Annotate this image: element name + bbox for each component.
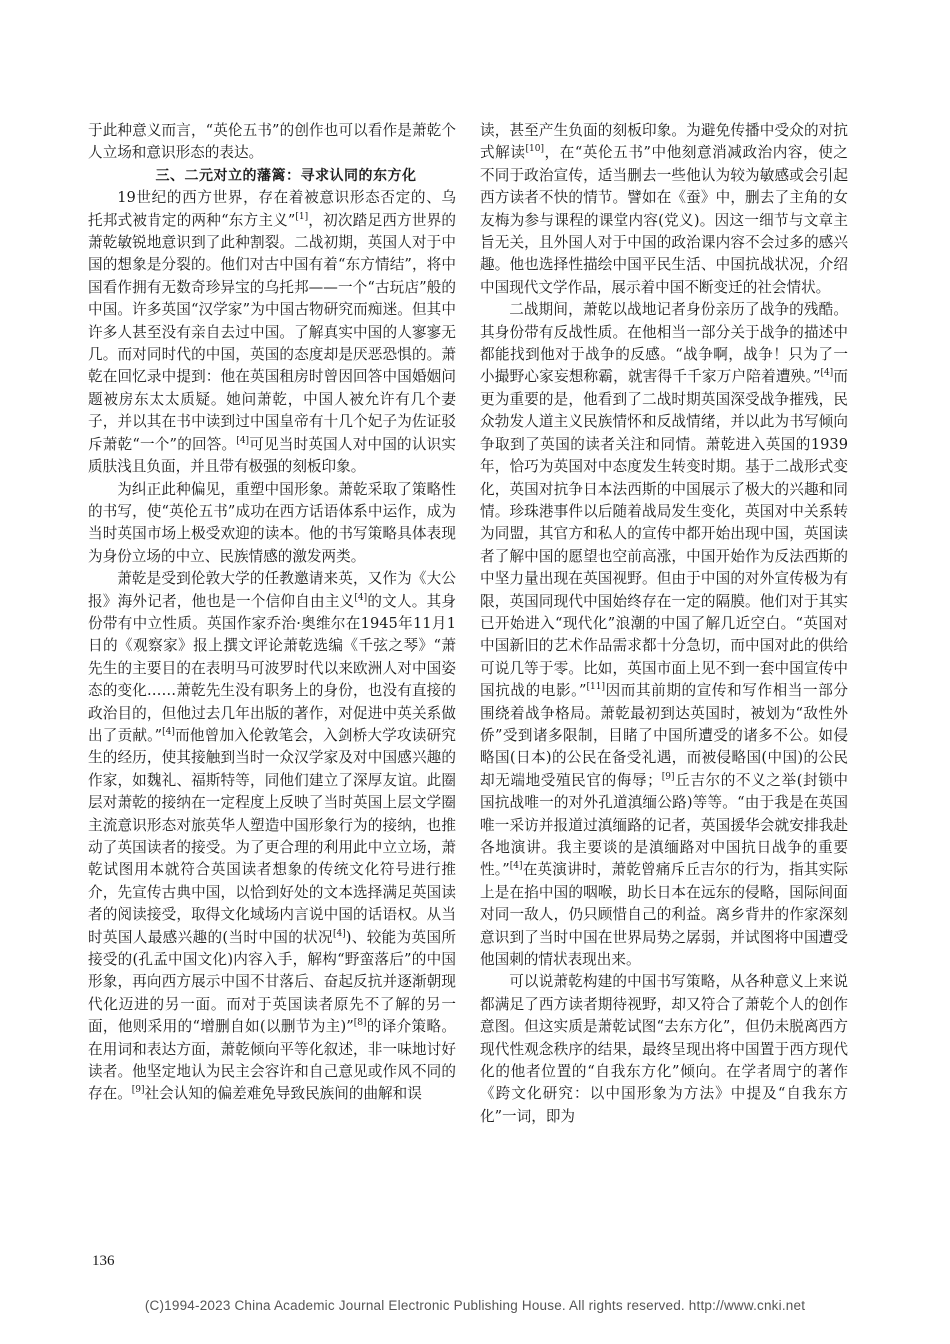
page-number: 136 — [92, 1253, 115, 1269]
paragraph: 为纠正此种偏见，重塑中国形象。萧乾采取了策略性的书写，使“英伦五书”成功在西方话语体系中运作，成为当时英国市场上极受欢迎的读本。他的书写策略具体表现为身份立场的中立、民族情感的激发两类。 — [88, 480, 456, 565]
paragraph: 可以说萧乾构建的中国书写策略，从各种意义上来说都满足了西方读者期待视野，却又符合了萧乾个人的创作意图。但这实质是萧乾试图“去东方化”，但仍未脱离西方现代性观念秩序的结果，最终呈现出将中国置于西方现代化的他者位置的“自我东方化”倾向。在学者周宁的著作《跨文化研究：以中国形象为方法》中提及“自我东方化”一词，即为 — [480, 973, 848, 1125]
citation: [4] — [354, 592, 368, 603]
paragraph: 于此种意义而言，“英伦五书”的创作也可以看作是萧乾个人立场和意识形态的表达。 — [88, 122, 456, 162]
citation: [9] — [661, 771, 675, 782]
copyright-footer: (C)1994-2023 China Academic Journal Electronic Publishing House. All rights reserved. http://www.cnki.net — [144, 1298, 806, 1313]
paragraph: 二战期间，萧乾以战地记者身份亲历了战争的残酷。其身份带有反战性质。在他相当一部分关于战争的描述中都能找到他对于战争的反感。“战争啊，战争！只为了一小撮野心家妄想称霸，就害得千千家万户陪着遭殃。”[4]而更为重要的是，他看到了二战时期英国深受战争摧残，民众勃发人道主义民族情怀和反战情绪，并以此为书写倾向争取到了英国的读者关注和同情。萧乾进入英国的1939年，恰巧为英国对中态度发生转变时期。基于二战形式变化，英国对抗争日本法西斯的中国展示了极大的兴趣和同情。珍珠港事件以后随着战局发生变化，英国对中关系转为同盟，其官方和私人的宣传中都开始出现中国，英国读者了解中国的愿望也空前高涨，中国开始作为反法西斯的中坚力量出现在英国视野。但由于中国的对外宣传极为有限，英国同现代中国始终存在一定的隔膜。他们对于其实已开始进入“现代化”浪潮的中国了解几近空白。“英国对中国新旧的艺术作品需求都十分急切，而中国对此的供给可说几等于零。比如，英国市面上见不到一套中国宣传中国抗战的电影。”[11]因而其前期的宣传和写作相当一部分围绕着战争格局。萧乾最初到达英国时，被划为“敌性外侨”受到诸多限制，目睹了中国所遭受的诸多不公。如侵略国(日本)的公民在备受礼遇，而被侵略国(中国)的公民却无端地受殖民官的侮辱；[9]丘吉尔的不义之举(封锁中国抗战唯一的对外孔道滇缅公路)等等。“由于我是在英国唯一采访并报道过滇缅路的记者，英国援华会就安排我赴各地演讲。我主要谈的是滇缅路对中国抗日战争的重要性。”[4]在英演讲时，萧乾曾痛斥丘吉尔的行为，指其实际上是在掐中国的咽喉，助长日本在远东的侵略，国际间面对同一敌人，仍只顾惜自己的利益。离乡背井的作家深刻意识到了当时中国在世界局势之孱弱，并试图将中国遭受他国刺的情状表现出来。 — [480, 301, 848, 969]
paragraph: 读，甚至产生负面的刻板印象。为避免传播中受众的对抗式解读[10]，在“英伦五书”中他刻意消减政治内容，使之不同于政治宣传，适当删去一些他认为较为敏感或会引起西方读者不快的情节。譬如在《蚕》中，删去了主角的女友梅为参与课程的课堂内容(党义)。因这一细节与文章主旨无关，且外国人对于中国的政治课内容不会过多的感兴趣。他也选择性描绘中国平民生活、中国抗战状况，介绍中国现代文学作品，展示着中国不断变迁的社会情状。 — [480, 122, 848, 296]
citation: [4] — [509, 861, 523, 872]
citation: [4] — [333, 928, 346, 939]
citation: [11] — [586, 682, 605, 693]
citation: [10] — [525, 144, 544, 155]
paragraph: 萧乾是受到伦敦大学的任教邀请来英，又作为《大公报》海外记者，他也是一个信仰自由主义[4]的文人。其身份带有中立性质。英国作家乔治·奥维尔在1945年11月1日的《观察家》报上撰文评论萧乾选编《千弦之琴》“萧先生的主要目的在表明马可波罗时代以来欧洲人对中国姿态的变化……萧乾先生没有职务上的身份，也没有直接的政治目的，但他过去几年出版的著作，对促进中英关系做出了贡献。”[4]而他曾加入伦敦笔会，入剑桥大学攻读研究生的经历，使其接触到当时一众汉学家及对中国感兴趣的作家，如魏礼、福斯特等，同他们建立了深厚友谊。此圈层对萧乾的接纳在一定程度上反映了当时英国上层文学圈主流意识形态对旅英华人塑造中国形象行为的接纳，也推动了英国读者的接受。为了更合理的利用此中立立场，萧乾试图用本就符合英国读者想象的传统文化符号进行推介，先宣传古典中国，以恰到好处的文本选择满足英国读者的阅读接受，取得文化域场内言说中国的话语权。从当时英国人最感兴趣的(当时中国的状况[4])、较能为英国所接受的(孔孟中国文化)内容入手，解构“野蛮落后”的中国形象，再向西方展示中国不甘落后、奋起反抗并逐渐朝现代化迈进的另一面。而对于英国读者原先不了解的另一面，他则采用的“增删自如(以删节为主)”[8]的译介策略。在用词和表达方面，萧乾倾向平等化叙述，非一味地讨好读者。他坚定地认为民主会容许和自己意见或作风不同的存在。[9]社会认知的偏差难免导致民族间的曲解和误 — [88, 570, 456, 1103]
citation: [4] — [162, 727, 175, 738]
citation: [4] — [820, 368, 834, 379]
citation: [9] — [131, 1085, 145, 1096]
paragraph: 19世纪的西方世界，存在着被意识形态否定的、乌托邦式被肯定的两种“东方主义”[1]，初次踏足西方世界的萧乾敏锐地意识到了此种割裂。二战初期，英国人对于中国的想象是分裂的。他们对古中国有着“东方情结”，将中国看作拥有无数奇珍异宝的乌托邦——一个“古玩店”般的中国。许多英国“汉学家”为中国古物研究而痴迷。但其中许多人甚至没有亲自去过中国。了解真实中国的人寥寥无几。而对同时代的中国，英国的态度却是厌恶恐惧的。萧乾在回忆录中提到：他在英国租房时曾因回答中国婚姻问题被房东太太质疑。她问萧乾，中国人被允许有几个妻子，并以其在书中读到过中国皇帝有十几个妃子为佐证驳斥萧乾“一个”的回答。[4]可见当时英国人对中国的认识实质肤浅且负面，并且带有极强的刻板印象。 — [88, 189, 456, 476]
section-heading: 三、二元对立的藩篱：寻求认同的东方化 — [155, 167, 417, 184]
citation: [1] — [295, 211, 309, 222]
citation: [8] — [353, 1018, 367, 1029]
right-column — [480, 120, 848, 1128]
citation: [4] — [236, 435, 250, 446]
left-column — [88, 120, 456, 1106]
